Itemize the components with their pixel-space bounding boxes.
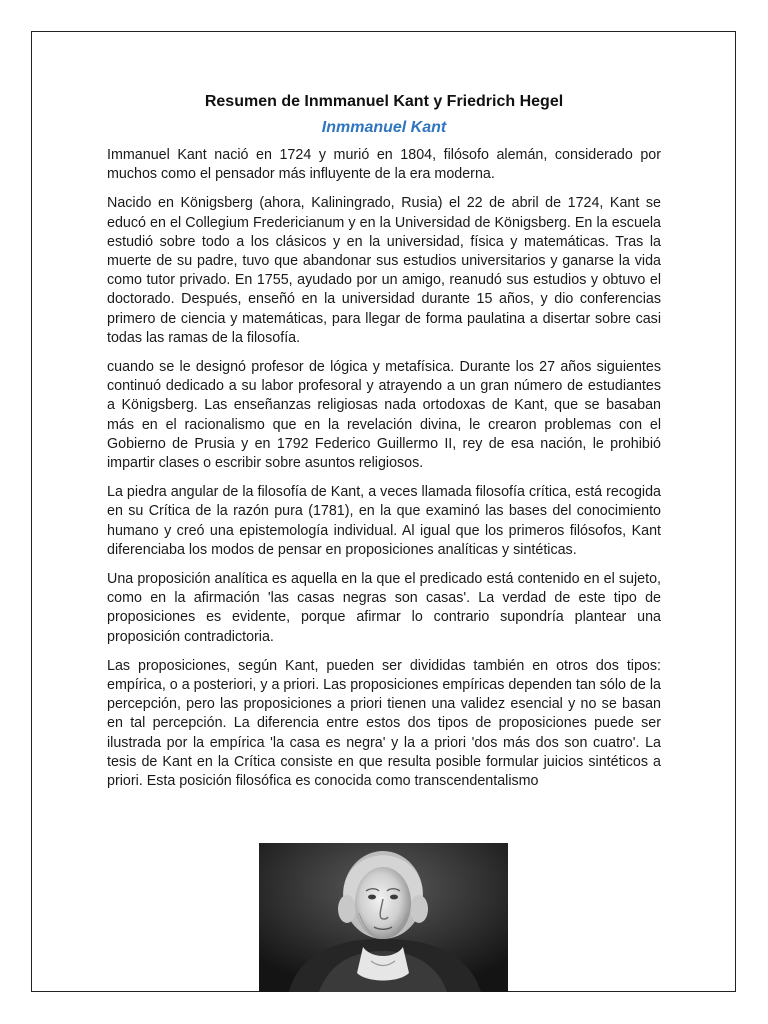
paragraph-professorship: cuando se le designó profesor de lógica y metafísica. Durante los 27 años siguientes continuó dedicado a su labor profesoral y atrayendo a un gran número de estudiantes a Königsberg. Las enseñanzas religiosas nada ortodoxas de Kant, que se basaban más en el racionalismo que en la revelación divina, le crearon problemas con el Gobierno de Prusia y en 1792 Federico Guillermo II, rey de esa nación, le prohibió impartir clases o escribir sobre asuntos religiosos. [107,359,661,472]
kant-portrait-image [259,843,508,992]
section-heading-kant: Inmmanuel Kant [321,119,447,136]
paragraph-analytic-proposition: Una proposición analítica es aquella en la que el predicado está contenido en el sujeto, como en la afirmación 'las casas negras son casas'. La verdad de este tipo de proposiciones es evidente, porque afirmar lo contrario supondría plantear una proposición contradictoria. [107,571,661,645]
document-title: Resumen de Inmmanuel Kant y Friedrich Hegel [204,93,564,110]
paragraph-empirical-apriori: Las proposiciones, según Kant, pueden ser divididas también en otros dos tipos: empírica, o a posteriori, y a priori. Las proposiciones empíricas dependen tan sólo de la percepción, pero las proposiciones a priori tienen una validez esencial y no se basan en tal percepción. La diferencia entre estos dos tipos de proposiciones puede ser ilustrada por la empírica 'la casa es negra' y la a priori 'dos más dos son cuatro'. La tesis de Kant en la Crítica consiste en que resulta posible formular juicios sintéticos a priori. Esta posición filosófica es conocida como transcendentalismo [107,657,661,790]
paragraph-biography: Nacido en Königsberg (ahora, Kaliningrado, Rusia) el 22 de abril de 1724, Kant se educó en el Collegium Fredericianum y en la Universidad de Königsberg. En la escuela estudió sobre todo a los clásicos y en la universidad, física y matemáticas. Tras la muerte de su padre, tuvo que abandonar sus estudios universitarios y ganarse la vida como tutor privado. En 1755, ayudado por un amigo, reanudó sus estudios y obtuvo el doctorado. Después, enseñó en la universidad durante 15 años, y dio conferencias primero de ciencia y matemáticas, para llegar de forma paulatina a disertar sobre casi todas las ramas de la filosofía. [107,195,661,346]
paragraph-critical-philosophy: La piedra angular de la filosofía de Kant, a veces llamada filosofía crítica, está recogida en su Crítica de la razón pura (1781), en la que examinó las bases del conocimiento humano y creó una epistemología individual. Al igual que los primeros filósofos, Kant diferenciaba los modos de pensar en proposiciones analíticas y sintéticas. [107,484,661,558]
paragraph-intro: Immanuel Kant nació en 1724 y murió en 1804, filósofo alemán, considerado por muchos como el pensador más influyente de la era moderna. [107,147,661,183]
portrait-kant-engraving-icon [259,843,508,992]
document-body [107,92,661,801]
